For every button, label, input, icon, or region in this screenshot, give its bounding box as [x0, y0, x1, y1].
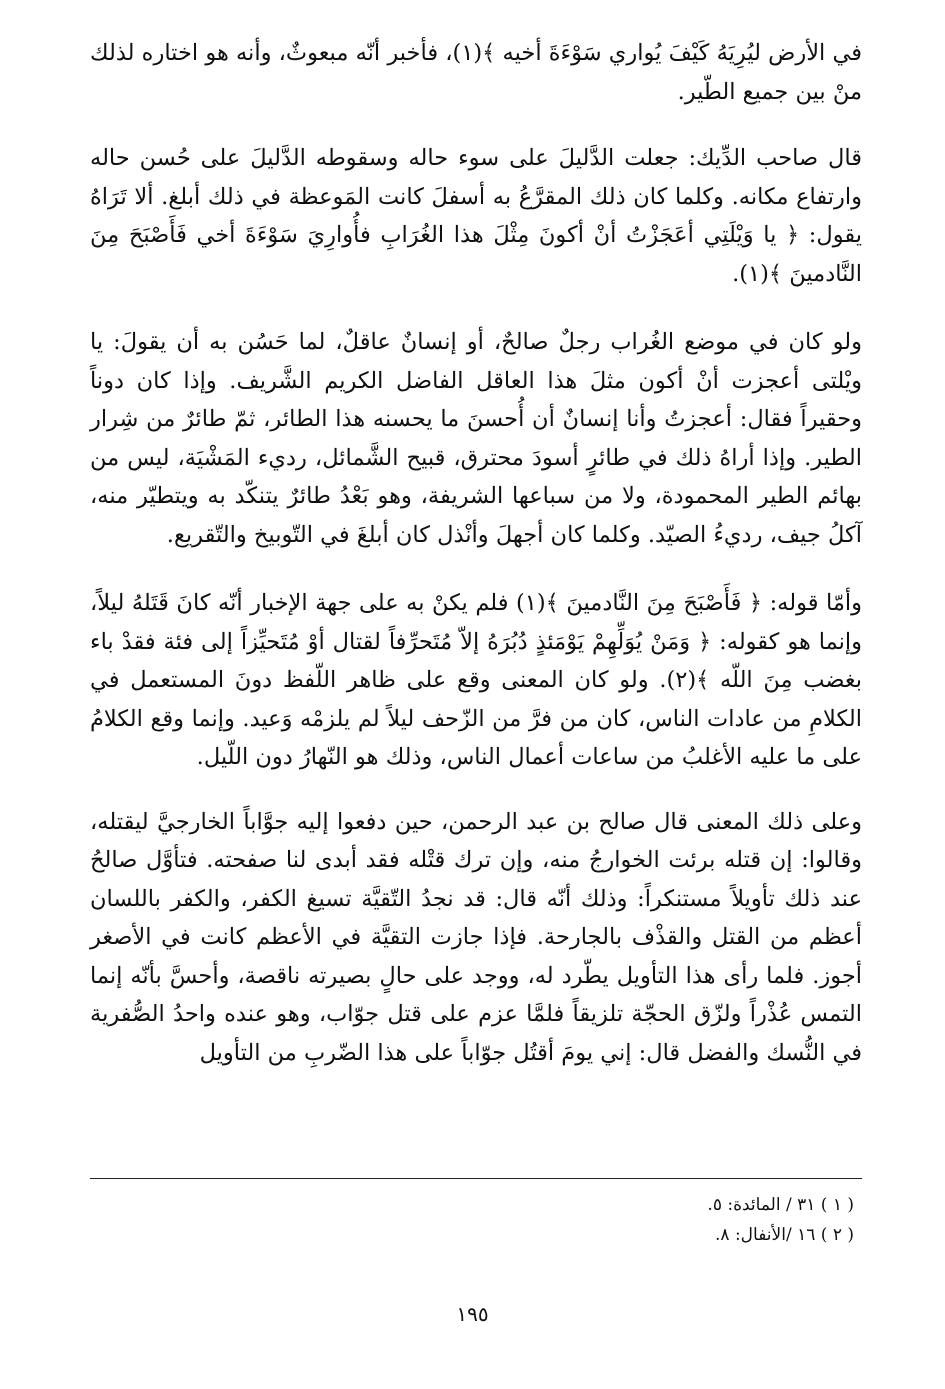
footnote: ( ٢ ) ١٦ /الأنفال: ٨. [715, 1225, 854, 1245]
paragraph: قال صاحب الدِّيك: جعلت الدَّليلَ على سوء حاله وسقوطه الدَّليلَ على حُسن حاله وارتفاع مكانه. وكلما كان ذلك المقرَّعُ به أسفلَ كانت المَوعظة في ذلك أبلغ. ألا تَرَاهُ يقول: ﴿ يا وَيْلَتِي أعَجَزْتُ أنْ أكونَ مِثْلَ هذا الغُرَابِ فأُوارِيَ سَوْءَةَ أخي فَأَصْبَحَ مِنَ النَّادمينَ ﴾(١). [90, 145, 862, 287]
paragraph: ولو كان في موضع الغُراب رجلٌ صالحٌ، أو إنسانٌ عاقلٌ، لما حَسُن به أن يقولَ: يا ويْلتى أعجزت أنْ أكون مثلَ هذا العاقل الفاضل الكريم الشَّريف. وإذا كان دوناً وحقيراً فقال: أعجزتُ وأنا إنسانٌ أن أُحسنَ ما يحسنه هذا الطائر، ثمّ طائرٌ من شِرار الطير. وإذا أراهُ ذلك في طائرٍ أسودَ محترق، قبيح الشَّمائل، رديء المَشْيَة، ليس من بهائم الطير المحمودة، ولا من سباعها الشريفة، وهو بَعْدُ طائرٌ يتنكّد به ويتطيّر منه، آكلُ جيف، رديءُ الصيّد. وكلما كان أجهلَ وأنْذل كان أبلغَ في التّوبيخ والتّقريع. [90, 329, 862, 548]
page-body [90, 34, 862, 1072]
paragraph: وعلى ذلك المعنى قال صالح بن عبد الرحمن، حين دفعوا إليه جوَّاباً الخارجيَّ ليقتله، وقالوا: إن قتله برئت الخوارجُ منه، وإن ترك قتْله فقد أبدى لنا صفحته. فتأوَّل صالحُ عند ذلك تأويلاً مستنكراً: وذلك أنّه قال: قد نجدُ التّقيَّة تسيغ الكفر، والكفر باللسان أعظم من القتل والقذْف بالجارحة. فإذا جازت التقيَّة في الأعظم كانت في الأصغر أجوز. فلما رأى هذا التأويل يطّرد له، ووجد على حالٍ بصيرته ناقصة، وأحسَّ بأنّه إنما التمس عُذْراً ولزّق الحجّة تلزيقاً فلمَّا عزم على قتل جوّاب، وهو عنده واحدُ الصُّفرية في النُّسك والفضل قال: إني يومَ أقتُل جوّاباً على هذا الضّربِ من التأويل [90, 808, 862, 1066]
paragraph: وأمّا قوله: ﴿ فَأَصْبَحَ مِنَ النَّادمينَ ﴾(١) فلم يكنْ به على جهة الإخبار أنّه كانَ قَتَلهُ ليلاً، وإنما هو كقوله: ﴿ وَمَنْ يُوَلِّهِمْ يَوْمَئذٍ دُبُرَهُ إلاّ مُتَحرِّفاً لقتال أوْ مُتَحيِّزاً إلى فئة فقدْ باء بغضب مِنَ اللّه ﴾(٢). ولو كان المعنى وقع على ظاهر اللّفظ دونَ المستعمل في الكلامِ من عادات الناس، كان من فرَّ من الزّحف ليلاً لم يلزمْه وَعيد. وإنما وقع الكلامُ على ما عليه الأغلبُ من ساعات أعمال الناس، وذلك هو النّهارُ دون اللّيل. [90, 590, 862, 770]
page-number: ١٩٥ [456, 1302, 489, 1326]
footnotes [90, 1190, 862, 1250]
footnote: ( ١ ) ٣١ / المائدة: ٥. [707, 1195, 854, 1215]
footnote-divider [90, 1178, 862, 1179]
paragraph: في الأرض ليُرِيَهُ كَيْفَ يُواري سَوْءَةَ أخيه ﴾(١)، فأخبر أنّه مبعوثٌ، وأنه هو اختاره لذلك منْ بين جميع الطّير. [90, 40, 862, 105]
